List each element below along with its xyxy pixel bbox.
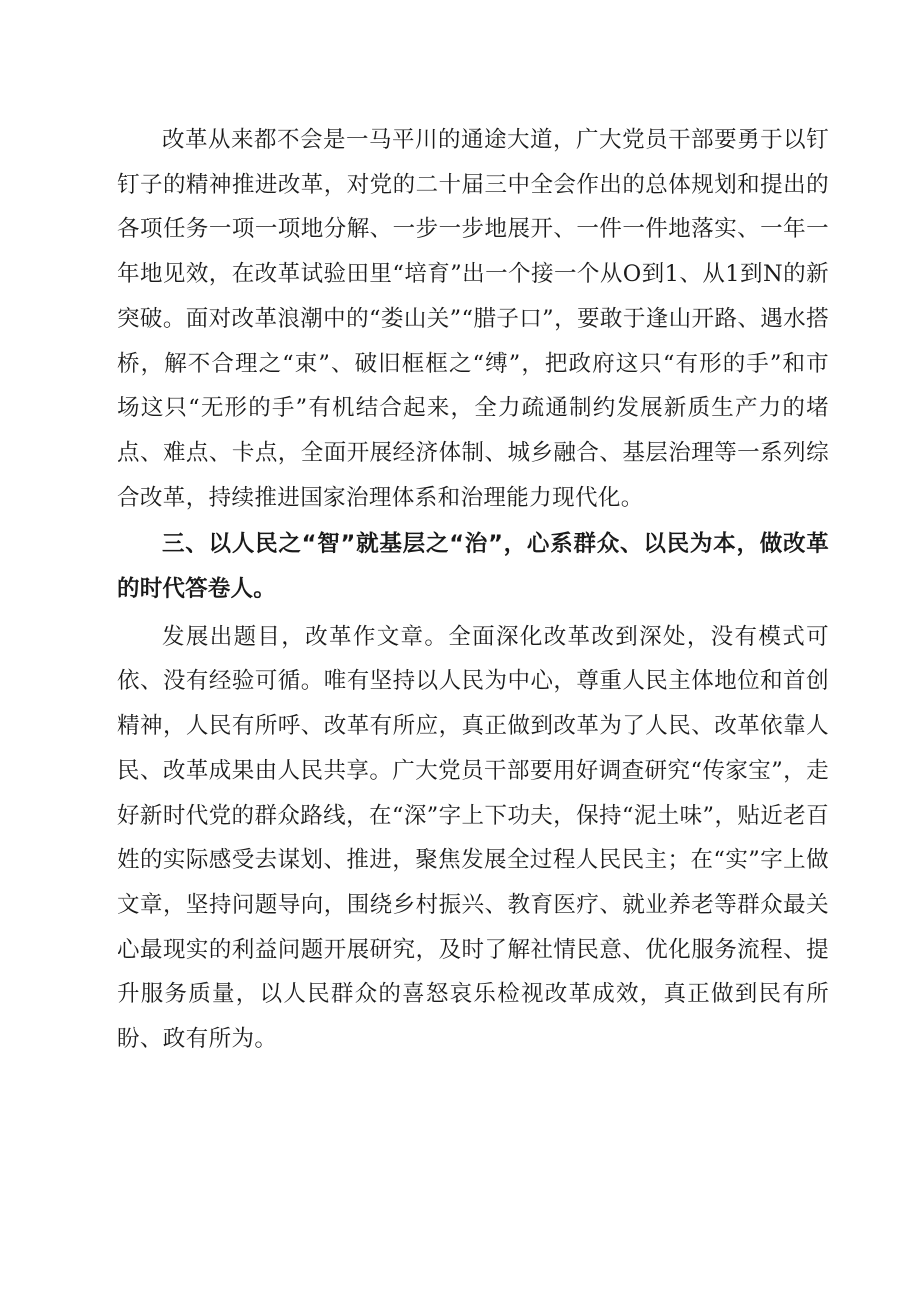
body-paragraph: 改革从来都不会是一马平川的通途大道，广大党员干部要勇于以钉钉子的精神推进改革，对党的二十届三中全会作出的总体规划和提出的各项任务一项一项地分解、一步一步地展开、一件一件地落实、一年一年地见效，在改革试验田里“培育”出一个接一个从O到1、从1到N的新突破。面对改革浪潮中的“娄山关”“腊子口”，要敢于逢山开路、遇水搭桥，解不合理之“束”、破旧框框之“缚”，把政府这只“有形的手”和市场这只“无形的手”有机结合起来，全力疏通制约发展新质生产力的堵点、难点、卡点，全面开展经济体制、城乡融合、基层治理等一系列综合改革，持续推进国家治理体系和治理能力现代化。	[117, 127, 829, 511]
document-body	[117, 118, 829, 1062]
body-paragraph: 发展出题目，改革作文章。全面深化改革改到深处，没有模式可依、没有经验可循。唯有坚持以人民为中心，尊重人民主体地位和首创精神，人民有所呼、改革有所应，真正做到改革为了人民、改革依靠人民、改革成果由人民共享。广大党员干部要用好调查研究“传家宝”，走好新时代党的群众路线，在“深”字上下功夫，保持“泥土味”，贴近老百姓的实际感受去谋划、推进，聚焦发展全过程人民民主；在“实”字上做文章，坚持问题导向，围绕乡村振兴、教育医疗、就业养老等群众最关心最现实的利益问题开展研究，及时了解社情民意、优化服务流程、提升服务质量，以人民群众的喜怒哀乐检视改革成效，真正做到民有所盼、政有所为。	[117, 623, 829, 1053]
section-heading: 三、以人民之“智”就基层之“治”，心系群众、以民为本，做改革的时代答卷人。	[117, 531, 829, 603]
